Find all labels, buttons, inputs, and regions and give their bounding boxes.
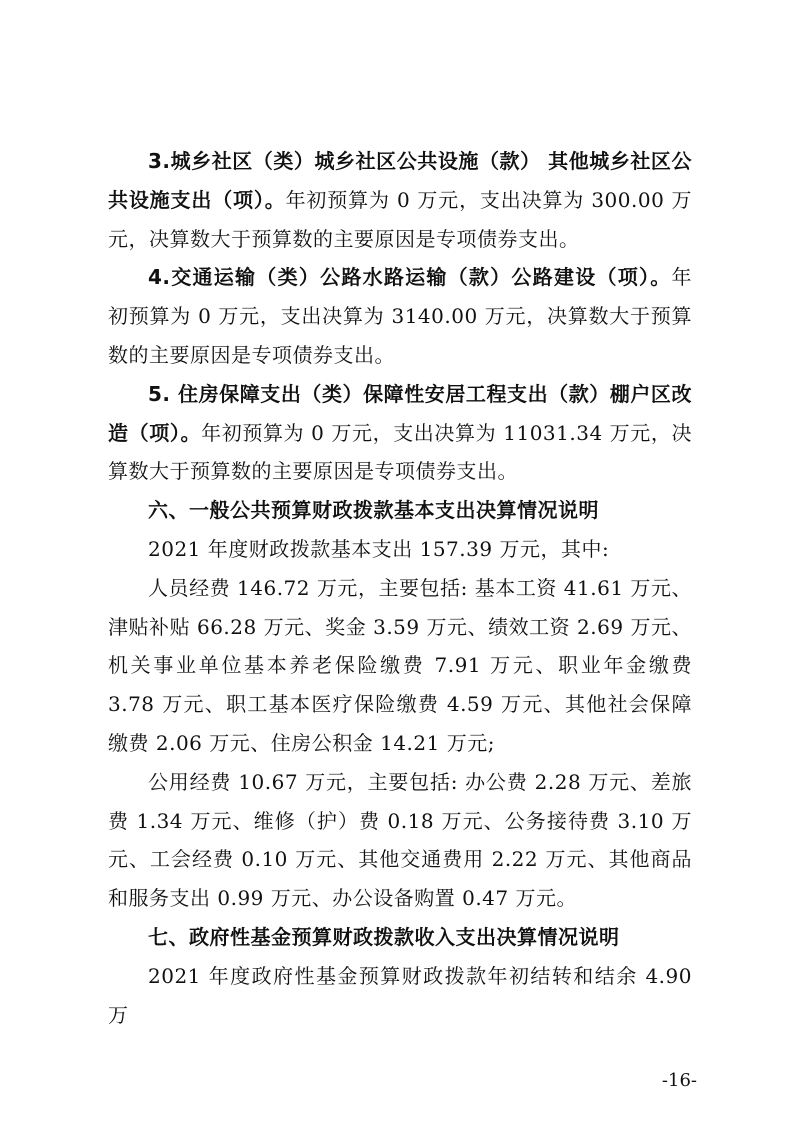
- item-text: 年初预算为 0 万元，支出决算为 3140.00 万元，决算数大于预算数的主要原因是专项债券支出。: [108, 265, 692, 367]
- paragraph-road-construction: [108, 258, 692, 374]
- section-6-personnel-expenses: 人员经费 146.72 万元，主要包括: 基本工资 41.61 万元、津贴补贴 66.28 万元、奖金 3.59 万元、绩效工资 2.69 万元、机关事业单位基本养老保险缴费 7.91 万元、职业年金缴费 3.78 万元、职工基本医疗保险缴费 4.59 万元、其他社会保障缴费 2.06 万元、住房公积金 14.21 万元;: [108, 575, 692, 755]
- page-number: -16-: [661, 1070, 697, 1091]
- item-heading: 3.城乡社区（类）城乡社区公共设施（款） 其他城乡社区公共设施支出（项）。: [108, 149, 692, 212]
- section-6-title: 六、一般公共预算财政拨款基本支出决算情况说明: [148, 498, 599, 523]
- paragraph-shantytown-renovation: [108, 375, 692, 491]
- item-heading: 4.交通运输（类）公路水路运输（款）公路建设（项）。: [148, 265, 672, 290]
- item-text: 年初预算为 0 万元，支出决算为 11031.34 万元，决算数大于预算数的主要原因是专项债券支出。: [108, 420, 693, 484]
- item-text: 年初预算为 0 万元，支出决算为 300.00 万元，决算数大于预算数的主要原因是专项债券支出。: [108, 187, 693, 251]
- page-content: [108, 142, 692, 1034]
- section-6-public-expenses: 公用经费 10.67 万元，主要包括: 办公费 2.28 万元、差旅费 1.34 万元、维修（护）费 0.18 万元、公务接待费 3.10 万元、工会经费 0.10 万元、其他交通费用 2.22 万元、其他商品和服务支出 0.99 万元、办公设备购置 0.47 万元。: [108, 769, 692, 911]
- section-7-text: 2021 年度政府性基金预算财政拨款年初结转和结余 4.90 万: [108, 963, 692, 1027]
- item-heading: 5. 住房保障支出（类）保障性安居工程支出（款）棚户区改造（项）。: [108, 381, 692, 445]
- paragraph-community-facilities: [108, 142, 692, 258]
- section-6-summary: 2021 年度财政拨款基本支出 157.39 万元，其中:: [148, 536, 610, 561]
- section-7-title: 七、政府性基金预算财政拨款收入支出决算情况说明: [148, 924, 620, 949]
